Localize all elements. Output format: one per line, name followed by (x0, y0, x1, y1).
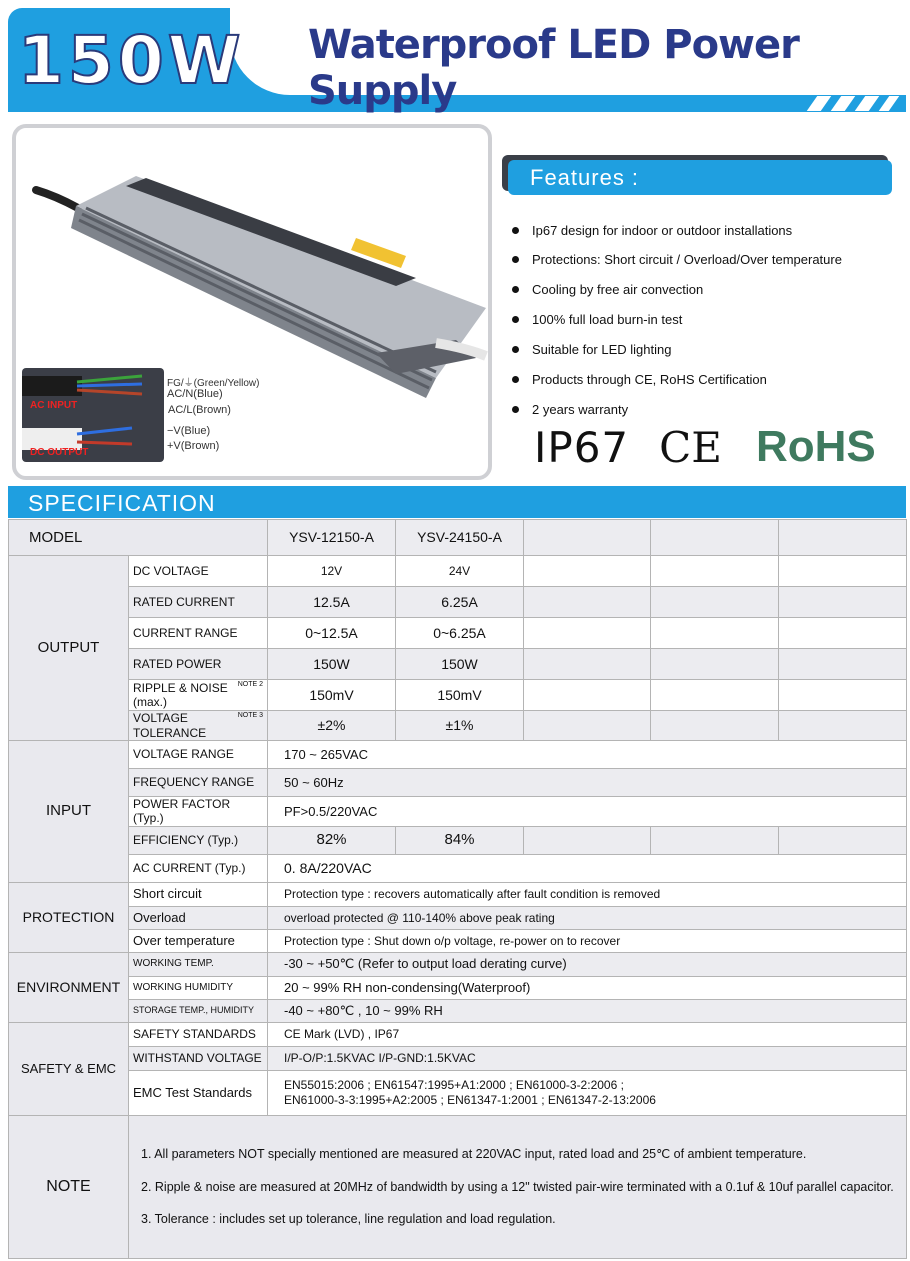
param-label: CURRENT RANGE (129, 618, 268, 649)
acn-wire-label: AC/N(Blue) (167, 388, 223, 400)
vpos-wire-label: +V(Brown) (167, 440, 220, 452)
value-cell: Protection type : recovers automatically after fault condition is removed (268, 882, 907, 906)
feature-item (512, 312, 682, 327)
value-cell: overload protected @ 110-140% above peak rating (268, 906, 907, 929)
emc-line: EN61000-3-3:1995+A2:2005 ; EN61347-1:2001 ; EN61347-2-13:2006 (284, 1092, 656, 1107)
empty-cell (524, 520, 651, 556)
table-row (9, 520, 907, 556)
param-label: Overload (129, 906, 268, 929)
certifications (534, 422, 876, 472)
value-cell: CE Mark (LVD) , IP67 (268, 1022, 907, 1046)
param-label: RATED CURRENT (129, 587, 268, 618)
value-cell: 150mV (268, 680, 396, 711)
table-row (9, 769, 907, 797)
value-cell: 170 ~ 265VAC (268, 741, 907, 769)
empty-cell (524, 711, 651, 741)
table-row (9, 587, 907, 618)
notes-cell (129, 1115, 907, 1258)
param-label: RATED POWER (129, 649, 268, 680)
features-header (502, 155, 892, 195)
group-label: SAFETY & EMC (9, 1022, 129, 1115)
value-cell: 0~12.5A (268, 618, 396, 649)
bullet-icon (512, 376, 519, 383)
table-row (9, 797, 907, 827)
feature-text: Protections: Short circuit / Overload/Over temperature (532, 252, 842, 267)
param-label: VOLTAGE RANGE (129, 741, 268, 769)
empty-cell (524, 826, 651, 854)
value-cell: 12.5A (268, 587, 396, 618)
emc-line: EN55015:2006 ; EN61547:1995+A1:2000 ; EN61000-3-2:2006 ; (284, 1078, 624, 1093)
param-label (129, 711, 268, 741)
note-item: 3. Tolerance : includes set up tolerance, line regulation and load regulation. (141, 1211, 556, 1226)
empty-cell (524, 618, 651, 649)
group-label: NOTE (9, 1115, 129, 1258)
note-item: 2. Ripple & noise are measured at 20MHz of bandwidth by using a 12" twisted pair-wire terminated with a 0.1uf & 10uf parallel capacitor. (141, 1179, 894, 1194)
table-row (9, 711, 907, 741)
param-label (129, 680, 268, 711)
empty-cell (651, 826, 779, 854)
bullet-icon (512, 227, 519, 234)
value-cell: 24V (396, 556, 524, 587)
group-label: ENVIRONMENT (9, 952, 129, 1022)
empty-cell (524, 680, 651, 711)
table-row (9, 976, 907, 999)
empty-cell (651, 680, 779, 711)
empty-cell (779, 649, 907, 680)
param-label: DC VOLTAGE (129, 556, 268, 587)
table-row (9, 1022, 907, 1046)
table-row (9, 556, 907, 587)
group-label: INPUT (9, 741, 129, 883)
value-cell: ±2% (268, 711, 396, 741)
param-label: EMC Test Standards (129, 1070, 268, 1115)
note-reference: NOTE 3 (237, 712, 263, 719)
note-item: 1. All parameters NOT specially mentioned are measured at 220VAC input, rated load and 25℃ of ambient temperature. (141, 1147, 807, 1162)
empty-cell (524, 587, 651, 618)
fg-wire-label: FG/⏚(Green/Yellow) (167, 378, 260, 389)
feature-text: 2 years warranty (532, 402, 629, 417)
value-cell: 150W (268, 649, 396, 680)
feature-item (512, 223, 792, 238)
empty-cell (651, 711, 779, 741)
feature-text: Ip67 design for indoor or outdoor installations (532, 223, 793, 238)
value-cell: 0~6.25A (396, 618, 524, 649)
feature-item (512, 252, 842, 267)
rohs-mark: RoHS (755, 422, 876, 471)
feature-item (512, 282, 703, 297)
value-cell: Protection type : Shut down o/p voltage, re-power on to recover (268, 929, 907, 952)
model-label: MODEL (9, 520, 268, 556)
vneg-wire-label: −V(Blue) (167, 425, 211, 437)
group-label: OUTPUT (9, 556, 129, 741)
bullet-icon (512, 316, 519, 323)
empty-cell (651, 649, 779, 680)
empty-cell (524, 649, 651, 680)
param-label: AC CURRENT (Typ.) (129, 854, 268, 882)
table-row (9, 882, 907, 906)
param-label: EFFICIENCY (Typ.) (129, 826, 268, 854)
value-cell: 150W (396, 649, 524, 680)
value-cell: 82% (268, 826, 396, 854)
dc-output-label: DC OUTPUT (30, 447, 89, 458)
param-label: WORKING HUMIDITY (129, 976, 268, 999)
bullet-icon (512, 256, 519, 263)
param-label: Over temperature (129, 929, 268, 952)
feature-item (512, 342, 671, 357)
specification-title: SPECIFICATION (28, 490, 216, 516)
empty-cell (651, 587, 779, 618)
table-row (9, 999, 907, 1022)
group-label: PROTECTION (9, 882, 129, 952)
empty-cell (779, 618, 907, 649)
empty-cell (779, 826, 907, 854)
table-row (9, 1046, 907, 1070)
bullet-icon (512, 346, 519, 353)
note-reference: NOTE 2 (237, 681, 263, 688)
value-cell: 84% (396, 826, 524, 854)
wattage-title: 150W (18, 22, 245, 99)
acl-wire-label: AC/L(Brown) (168, 404, 231, 416)
value-cell: 0. 8A/220VAC (268, 854, 907, 882)
param-label: POWER FACTOR (Typ.) (129, 797, 268, 827)
ac-input-label: AC INPUT (30, 400, 78, 411)
bullet-icon (512, 406, 519, 413)
empty-cell (779, 520, 907, 556)
product-title: Waterproof LED Power Supply (308, 22, 799, 114)
feature-text: Cooling by free air convection (532, 282, 704, 297)
table-row (9, 1070, 907, 1115)
value-cell: -30 ~ +50℃ (Refer to output load derating curve) (268, 952, 907, 976)
value-cell: ±1% (396, 711, 524, 741)
table-row (9, 826, 907, 854)
value-cell: 150mV (396, 680, 524, 711)
empty-cell (651, 618, 779, 649)
value-cell: 20 ~ 99% RH non-condensing(Waterproof) (268, 976, 907, 999)
empty-cell (651, 520, 779, 556)
table-row (9, 649, 907, 680)
param-label-text: VOLTAGE TOLERANCE (133, 711, 207, 740)
feature-text: Products through CE, RoHS Certification (532, 372, 767, 387)
feature-text: 100% full load burn-in test (532, 312, 683, 327)
features-title: Features : (530, 165, 640, 190)
feature-text: Suitable for LED lighting (532, 342, 672, 357)
empty-cell (651, 556, 779, 587)
value-cell: I/P-O/P:1.5KVAC I/P-GND:1.5KVAC (268, 1046, 907, 1070)
empty-cell (779, 587, 907, 618)
table-row (9, 906, 907, 929)
header (0, 0, 910, 115)
param-label-text: RIPPLE & NOISE (max.) (133, 680, 228, 709)
ip67-mark: IP67 (534, 422, 630, 472)
model-cell: YSV-24150-A (396, 520, 524, 556)
param-label: Short circuit (129, 882, 268, 906)
value-cell: PF>0.5/220VAC (268, 797, 907, 827)
param-label: SAFETY STANDARDS (129, 1022, 268, 1046)
value-cell: 50 ~ 60Hz (268, 769, 907, 797)
table-row (9, 929, 907, 952)
value-cell: 12V (268, 556, 396, 587)
empty-cell (779, 711, 907, 741)
empty-cell (524, 556, 651, 587)
param-label: WITHSTAND VOLTAGE (129, 1046, 268, 1070)
param-label: STORAGE TEMP., HUMIDITY (129, 999, 268, 1022)
value-cell: 6.25A (396, 587, 524, 618)
empty-cell (779, 556, 907, 587)
table-row (9, 952, 907, 976)
table-row (9, 618, 907, 649)
feature-item (512, 372, 767, 387)
model-cell: YSV-12150-A (268, 520, 396, 556)
bullet-icon (512, 286, 519, 293)
feature-item (512, 402, 628, 417)
value-cell (268, 1070, 907, 1115)
specification-table (8, 519, 907, 1259)
table-row (9, 854, 907, 882)
table-row (9, 741, 907, 769)
empty-cell (779, 680, 907, 711)
value-cell: -40 ~ +80℃ , 10 ~ 99% RH (268, 999, 907, 1022)
param-label: WORKING TEMP. (129, 952, 268, 976)
param-label: FREQUENCY RANGE (129, 769, 268, 797)
table-row (9, 680, 907, 711)
ce-mark: CE (659, 422, 722, 472)
table-row (9, 1115, 907, 1258)
